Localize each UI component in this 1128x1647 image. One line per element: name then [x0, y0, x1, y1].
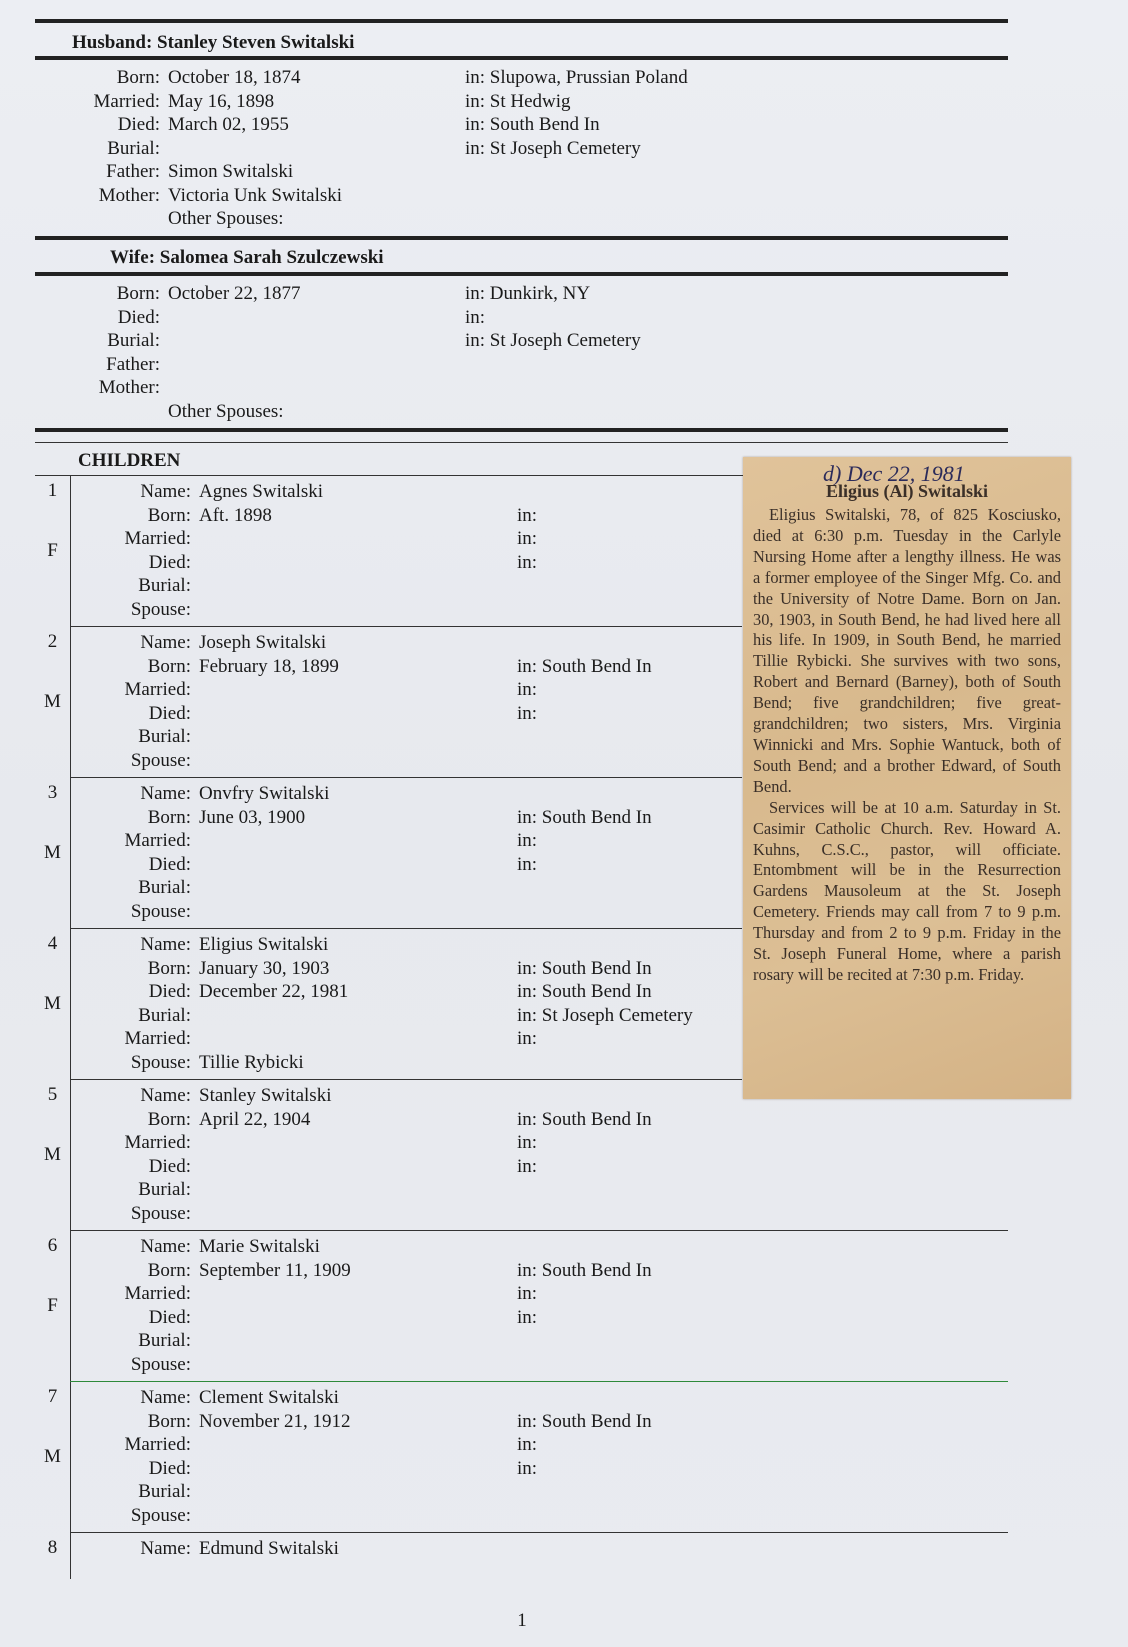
- child-field-label: Died:: [148, 1457, 191, 1479]
- child-separator: [70, 626, 742, 627]
- child-separator: [70, 1230, 1008, 1231]
- child-sex: M: [44, 691, 61, 712]
- child-number: 1: [47, 480, 58, 501]
- child-field-label: Married:: [124, 1283, 191, 1304]
- field-value: March 02, 1955: [168, 114, 289, 135]
- child-number: 3: [47, 782, 58, 803]
- field-value: October 18, 1874: [168, 67, 301, 88]
- child-field-place: in:: [517, 1155, 538, 1177]
- child-field-value: Aft. 1898: [199, 504, 272, 526]
- child-field-value: September 11, 1909: [199, 1259, 351, 1281]
- husband-label: Husband:: [72, 32, 153, 53]
- child-field-place: in:: [517, 853, 538, 875]
- obituary-headline: Eligius (Al) Switalski: [825, 481, 989, 501]
- child-field-label: Married:: [124, 679, 191, 700]
- child-field-label: Married:: [124, 528, 191, 549]
- child-field-label: Spouse:: [130, 900, 191, 922]
- child-field-place: in:: [517, 504, 538, 526]
- child-field-place: in:: [517, 1283, 538, 1304]
- obituary-text: [753, 505, 1061, 986]
- child-field-label: Name:: [140, 934, 191, 955]
- child-field-place: in:: [517, 1132, 538, 1153]
- child-field-label: Born:: [147, 957, 191, 979]
- child-field-place: in:: [517, 702, 538, 724]
- child-field-label: Burial:: [138, 1179, 191, 1200]
- child-field-label: Died:: [148, 551, 191, 573]
- child-field-place: in: South Bend In: [517, 957, 652, 979]
- child-field-label: Burial:: [138, 1481, 191, 1502]
- obituary-paragraph-2: Services will be at 10 a.m. Saturday in St. Casimir Catholic Church. Rev. Howard A. Kuhns, C.S.C., pastor, will officiate. Entombment will be in the Resurrection Gardens Mausoleum at the St. Joseph Cemetery. Friends may call from 7 to 9 p.m. Thursday and from 2 to 9 p.m. Friday in the St. Joseph Funeral Home, where a parish rosary will be recited at 7:30 p.m. Friday.: [753, 797, 1061, 984]
- child-field-place: in:: [517, 551, 538, 573]
- child-sex: M: [44, 1446, 61, 1467]
- child-field-place: in: South Bend In: [517, 981, 652, 1002]
- child-field-label: Spouse:: [130, 1504, 191, 1526]
- child-separator: [70, 1532, 1008, 1533]
- child-number: 8: [47, 1537, 58, 1558]
- field-place: in: St Hedwig: [465, 90, 571, 112]
- wife-heading: [110, 246, 384, 269]
- child-sex: F: [47, 540, 58, 561]
- field-value: May 16, 1898: [168, 90, 275, 112]
- children-heading: CHILDREN: [78, 450, 181, 471]
- other-spouses-label: Other Spouses:: [168, 400, 284, 422]
- child-field-label: Burial:: [138, 1330, 191, 1351]
- child-field-label: Spouse:: [130, 1202, 191, 1224]
- child-field-value: November 21, 1912: [199, 1410, 351, 1432]
- child-field-place: in:: [517, 679, 538, 700]
- child-field-label: Died:: [148, 702, 191, 724]
- child-field-label: Burial:: [138, 1004, 191, 1026]
- child-field-label: Name:: [140, 1236, 191, 1257]
- child-field-label: Spouse:: [130, 749, 191, 771]
- husband-heading: [72, 31, 354, 54]
- field-label: Burial:: [107, 330, 160, 351]
- field-place: in: Dunkirk, NY: [465, 283, 591, 304]
- child-sex: F: [47, 1295, 58, 1316]
- child-field-place: in: South Bend In: [517, 1410, 652, 1432]
- field-place: in: St Joseph Cemetery: [465, 330, 641, 351]
- field-value: Victoria Unk Switalski: [168, 184, 343, 206]
- child-field-label: Spouse:: [130, 598, 191, 620]
- child-field-label: Name:: [140, 632, 191, 653]
- field-place: in:: [465, 306, 486, 328]
- top-rule: [35, 19, 1008, 23]
- field-place: in: St Joseph Cemetery: [465, 137, 641, 159]
- child-separator: [70, 1381, 1008, 1382]
- child-field-place: in: South Bend In: [517, 1259, 652, 1281]
- husband-rule: [35, 56, 1008, 60]
- child-field-label: Married:: [124, 1434, 191, 1455]
- child-field-place: in:: [517, 830, 538, 851]
- child-sex: M: [44, 1144, 61, 1165]
- child-field-label: Born:: [147, 504, 191, 526]
- other-spouses-label: Other Spouses:: [168, 208, 284, 229]
- child-separator: [70, 1079, 742, 1080]
- field-place: in: Slupowa, Prussian Poland: [465, 67, 688, 88]
- child-number: 7: [47, 1386, 58, 1407]
- child-field-label: Died:: [148, 853, 191, 875]
- child-field-label: Died:: [148, 1306, 191, 1328]
- child-field-label: Burial:: [138, 726, 191, 747]
- field-label: Died:: [117, 306, 160, 328]
- child-field-value: Joseph Switalski: [199, 632, 327, 653]
- child-field-value: Edmund Switalski: [199, 1538, 339, 1559]
- child-field-value: Tillie Rybicki: [199, 1051, 304, 1073]
- child-number: 2: [47, 631, 58, 652]
- child-field-place: in: St Joseph Cemetery: [517, 1004, 693, 1026]
- child-field-label: Born:: [147, 806, 191, 828]
- field-label: Burial:: [107, 137, 160, 159]
- child-separator: [70, 928, 742, 929]
- child-field-label: Born:: [147, 1108, 191, 1130]
- field-label: Father:: [106, 353, 160, 375]
- husband-name: Stanley Steven Switalski: [157, 32, 355, 53]
- page-number: 1: [517, 1610, 527, 1631]
- child-field-place: in: South Bend In: [517, 655, 652, 677]
- child-field-label: Name:: [140, 1538, 191, 1559]
- field-label: Mother:: [98, 184, 160, 206]
- child-number: 6: [47, 1235, 58, 1256]
- child-number: 4: [47, 933, 58, 954]
- child-field-label: Name:: [140, 783, 191, 804]
- field-place: in: South Bend In: [465, 114, 600, 135]
- field-label: Died:: [117, 114, 160, 135]
- child-field-label: Died:: [148, 981, 191, 1002]
- handwritten-date: d) Dec 22, 1981: [823, 461, 965, 486]
- child-field-label: Born:: [147, 1410, 191, 1432]
- child-field-label: Born:: [147, 655, 191, 677]
- child-field-place: in:: [517, 1028, 538, 1049]
- obituary-clipping: [743, 457, 1071, 1099]
- child-field-value: Agnes Switalski: [199, 481, 324, 502]
- child-field-value: Clement Switalski: [199, 1387, 339, 1408]
- child-field-label: Name:: [140, 481, 191, 502]
- child-field-label: Spouse:: [130, 1353, 191, 1375]
- child-field-value: February 18, 1899: [199, 655, 339, 677]
- child-field-label: Name:: [140, 1387, 191, 1408]
- child-sex: M: [44, 993, 61, 1014]
- child-field-place: in: South Bend In: [517, 1108, 652, 1130]
- child-field-label: Born:: [147, 1259, 191, 1281]
- child-separator: [70, 777, 742, 778]
- child-field-value: Eligius Switalski: [199, 934, 329, 955]
- child-field-value: Marie Switalski: [199, 1236, 320, 1257]
- child-field-place: in:: [517, 528, 538, 549]
- field-label: Father:: [106, 161, 160, 182]
- wife-rule: [35, 272, 1008, 276]
- child-field-label: Name:: [140, 1085, 191, 1106]
- children-top-rule: [35, 428, 1008, 432]
- wife-top-rule: [35, 236, 1008, 240]
- child-field-label: Spouse:: [130, 1051, 191, 1073]
- wife-label: Wife:: [110, 247, 156, 268]
- field-label: Mother:: [98, 377, 160, 398]
- child-number: 5: [47, 1084, 58, 1105]
- child-field-label: Burial:: [138, 877, 191, 898]
- obituary-paragraph-1: Eligius Switalski, 78, of 825 Kosciusko, died at 6:30 p.m. Tuesday in the Carlyle Nursing Home after a lengthy illness. He was a former employee of the Singer Mfg. Co. and the University of Notre Dame. Born on Jan. 30, 1903, in South Bend, he had lived here all his life. In 1909, in South Bend, he married Tillie Rybicki. She survives with two sons, Robert and Bernard (Barney), both of South Bend; five grandchildren; five great-grandchildren; two sisters, Mrs. Virginia Winnicki and Mrs. Sophie Wantuck, both of South Bend; and a brother Edward, of South Bend.: [753, 505, 1061, 796]
- field-value: October 22, 1877: [168, 283, 301, 304]
- child-field-label: Married:: [124, 1028, 191, 1049]
- children-thin-rule: [35, 442, 1008, 443]
- child-field-place: in:: [517, 1306, 538, 1328]
- child-field-place: in:: [517, 1457, 538, 1479]
- child-field-value: April 22, 1904: [199, 1108, 311, 1130]
- child-field-label: Married:: [124, 1132, 191, 1153]
- child-field-value: Stanley Switalski: [199, 1085, 332, 1106]
- field-label: Married:: [93, 90, 160, 112]
- wife-name: Salomea Sarah Szulczewski: [159, 247, 384, 268]
- field-value: Simon Switalski: [168, 161, 294, 182]
- child-field-value: Onvfry Switalski: [199, 783, 330, 804]
- child-field-value: December 22, 1981: [199, 981, 349, 1002]
- field-label: Born:: [116, 283, 160, 304]
- child-field-label: Married:: [124, 830, 191, 851]
- children-number-column-line: [70, 475, 71, 1579]
- child-field-place: in: South Bend In: [517, 806, 652, 828]
- child-sex: M: [44, 842, 61, 863]
- child-field-label: Died:: [148, 1155, 191, 1177]
- child-field-place: in:: [517, 1434, 538, 1455]
- field-label: Born:: [116, 67, 160, 88]
- child-field-value: January 30, 1903: [199, 957, 330, 979]
- child-field-value: June 03, 1900: [199, 806, 306, 828]
- child-field-label: Burial:: [138, 575, 191, 596]
